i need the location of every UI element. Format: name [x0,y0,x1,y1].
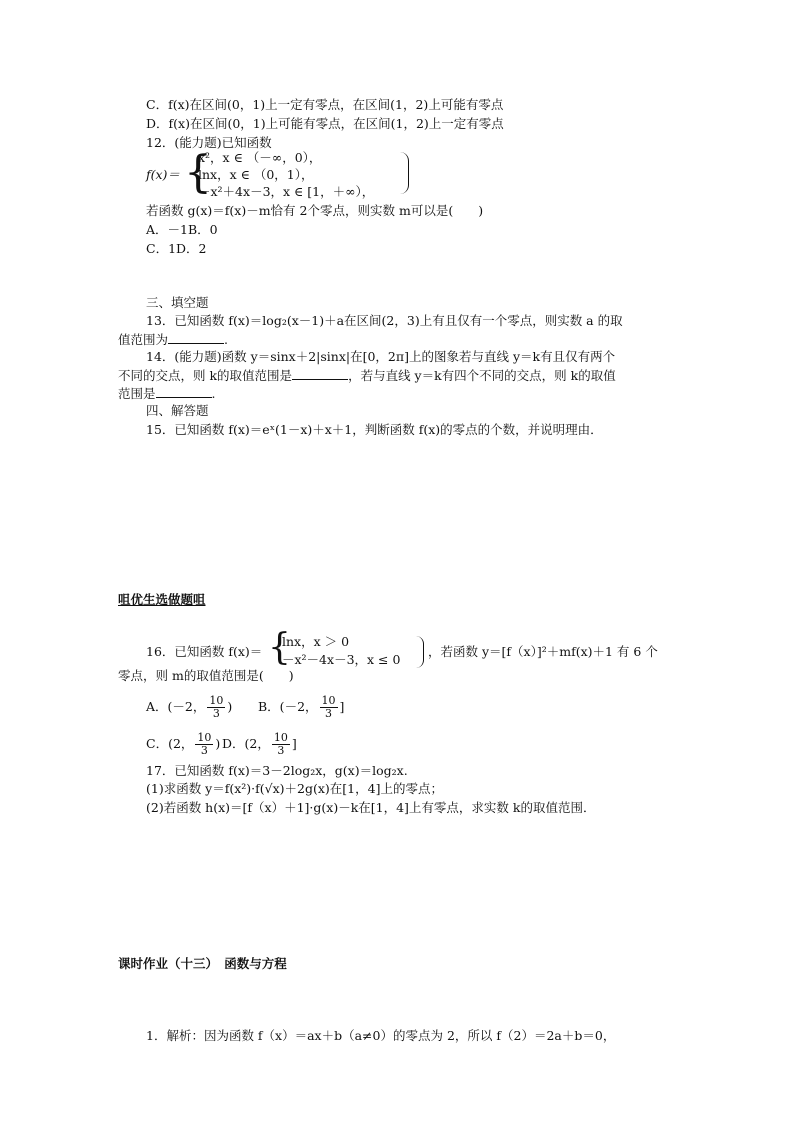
q16-option-c-suffix: ) [215,736,221,751]
q16-option-d [222,730,297,758]
q12-piece-3: －x²＋4x－3，x ∈ [1，＋∞）， [198,184,375,199]
q12-options-cd: C．1D．2 [146,241,207,256]
q14-line-2a: 不同的交点，则 k的取值范围是 [118,368,293,383]
fraction-numerator: 10 [197,731,212,744]
q16-tail: ，若函数 y＝[f（x）]²＋mf(x)＋1 有 6 个 [428,644,658,659]
q12-piece-2: lnx，x ∈ （0，1）， [198,167,314,182]
q16-piece-1: lnx，x ＞ 0 [282,634,350,649]
fraction-numerator: 10 [273,731,288,744]
q13-line-1: 13．已知函数 f(x)＝log₂(x－1)＋a在区间(2，3)上有且仅有一个零点，则实数 a 的取 [146,313,623,328]
q17-part-1: (1)求函数 y＝f(x²)·f(√x)＋2g(x)在[1，4]上的零点； [146,781,443,796]
q16-piece-2: －x²－4x－3，x ≤ 0 [282,652,401,667]
q16-option-d-suffix: ] [291,736,297,751]
q16-option-c-prefix: C．(2， [146,736,194,751]
q12-right-bracket [400,152,409,194]
q16-stem: 16．已知函数 f(x)＝ [146,644,263,659]
q16-option-c [146,730,220,758]
q13-line-2: 值范围为 . [118,332,228,347]
q17-part-2: (2)若函数 h(x)＝[f（x）＋1]·g(x)－k在[1，4]上有零点，求实数 k的取值范围． [146,800,596,815]
q14-line-2b: ，若与直线 y＝k有四个不同的交点，则 k的取值 [348,368,616,383]
q16-option-a-fraction [207,695,225,720]
q12-function-label: f(x)＝ [146,167,180,182]
answer-section-title: 课时作业（十三） 函数与方程 [118,956,287,971]
optional-problems-header: 咀优生选做题咀 [118,592,206,607]
q16-line-2: 零点，则 m的取值范围是( ) [118,668,294,683]
q16-option-a [146,693,232,721]
q17-stem: 17．已知函数 f(x)＝3－2log₂x，g(x)＝log₂x. [146,763,408,778]
q16-option-b-fraction [320,695,338,720]
q12-stem: 12．(能力题)已知函数 [146,135,272,150]
q16-option-b [258,693,344,721]
q16-option-b-prefix: B．(－2， [258,699,318,714]
q15-text: 15．已知函数 f(x)＝eˣ(1－x)＋x＋1，判断函数 f(x)的零点的个数，并说明理由． [146,422,603,437]
q16-option-d-prefix: D．(2， [222,736,270,751]
fraction-denominator: 3 [212,707,220,720]
q16-option-a-suffix: ) [227,699,233,714]
q13-answer-blank [168,331,224,344]
q16-option-a-prefix: A．(－2， [146,699,206,714]
q16-option-b-suffix: ] [339,699,345,714]
q14-line-3: 范围是 . [118,386,216,401]
q14-answer-blank-1 [292,367,348,380]
fraction-denominator: 3 [277,744,285,757]
q11-option-c: C．f(x)在区间(0，1)上一定有零点，在区间(1，2)上可能有零点 [146,97,504,112]
q14-answer-blank-2 [156,385,212,398]
section-fill-in-title: 三、填空题 [146,295,209,310]
q12-options-ab: A．－1B．0 [146,222,218,237]
q16-option-d-fraction [272,732,290,757]
answer-1: 1．解析：因为函数 f（x）＝ax＋b（a≠0）的零点为 2，所以 f（2）＝2a＋b＝0， [146,1028,616,1043]
q16-right-bracket [416,636,424,668]
q16-option-c-fraction [195,732,213,757]
q13-line-2-text: 值范围为 [118,332,169,347]
q12-left-brace: { [184,147,212,198]
q11-option-d: D．f(x)在区间(0，1)上可能有零点，在区间(1，2)上一定有零点 [146,116,504,131]
q12-piece-1: x²，x ∈ （－∞，0）， [198,150,322,165]
q16-left-brace: { [268,627,291,668]
q14-line-2 [118,367,616,384]
fraction-denominator: 3 [200,744,208,757]
fraction-denominator: 3 [325,707,333,720]
fraction-numerator: 10 [209,694,224,707]
section-answer-title: 四、解答题 [146,403,209,418]
q14-line-1: 14．(能力题)函数 y＝sinx＋2|sinx|在[0，2π]上的图象若与直线 y＝k有且仅有两个 [146,349,616,364]
q14-line-3-text: 范围是 [118,386,156,401]
fraction-numerator: 10 [321,694,336,707]
q12-question: 若函数 g(x)＝f(x)－m恰有 2个零点，则实数 m可以是( ) [146,203,484,218]
